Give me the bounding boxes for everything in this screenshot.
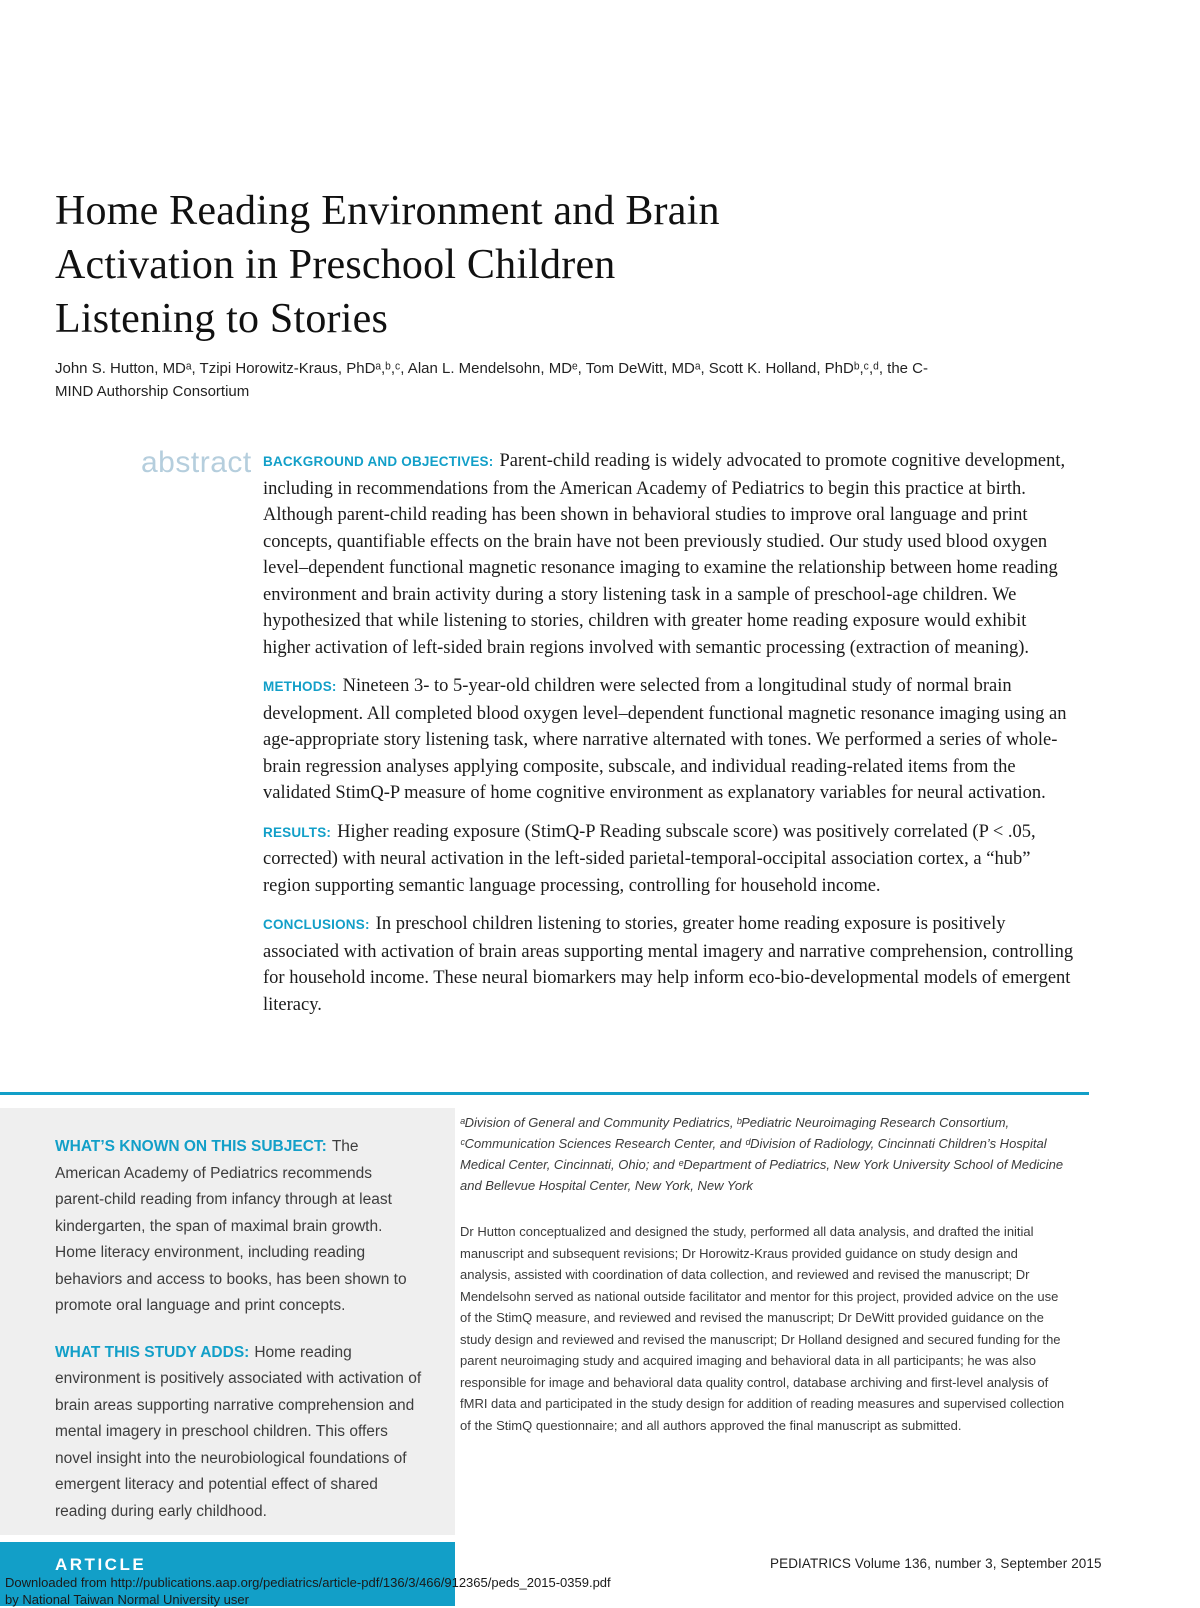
study-adds-paragraph [55, 1340, 425, 1526]
whats-known-heading: WHAT’S KNOWN ON THIS SUBJECT: [55, 1138, 327, 1155]
whats-known-paragraph [55, 1134, 425, 1320]
study-adds-text: Home reading environment is positively associated with activation of brain areas supporting narrative comprehension and mental imagery in preschool children. This offers novel insight into the neurobiological foundations of emergent literacy and potential effect of shared reading during early childhood. [55, 1343, 422, 1520]
methods-section-label: METHODS: [263, 679, 337, 694]
methods-section-text: Nineteen 3- to 5-year-old children were selected from a longitudinal study of normal brain development. All completed blood oxygen level–dependent functional magnetic resonance imaging using an age-appropriate story listening task, where narrative alternated with tones. We performed a series of whole-brain regression analyses applying composite, subscale, and individual reading-related items from the validated StimQ-P measure of home cognitive environment as explanatory variables for neural activation. [263, 676, 1067, 803]
journal-citation: PEDIATRICS Volume 136, number 3, September 2015 [770, 1556, 1102, 1571]
abstract-paragraph-results [263, 819, 1075, 900]
author-byline: John S. Hutton, MDᵃ, Tzipi Horowitz-Kraus, PhDᵃ,ᵇ,ᶜ, Alan L. Mendelsohn, MDᵉ, Tom DeWitt, MDᵃ, Scott K. Holland, PhDᵇ,ᶜ,ᵈ, the C-MIND Authorship Consortium [55, 360, 929, 400]
affiliations-text: ᵃDivision of General and Community Pediatrics, ᵇPediatric Neuroimaging Research Consortium, ᶜCommunication Sciences Research Center, and ᵈDivision of Radiology, Cincinnati Children’s Hospital Medical Center, Cincinnati, Ohio; and ᵉDepartment of Pediatrics, New York University School of Medicine and Bellevue Hospital Center, New York, New York [460, 1115, 1064, 1193]
abstract-paragraph-conclusions [263, 911, 1075, 1018]
background-section-text: Parent-child reading is widely advocated to promote cognitive development, including in recommendations from the American Academy of Pediatrics to begin this practice at birth. Although parent-child reading has been shown in behavioral studies to improve oral language and print concepts, quantifiable effects on the brain have not been previously studied. Our study used blood oxygen level–dependent functional magnetic resonance imaging to examine the relationship between home reading environment and brain activity during a story listening task in a sample of preschool-age children. We hypothesized that while listening to stories, children with greater home reading exposure would exhibit higher activation of left-sided brain regions involved with semantic processing (extraction of meaning). [263, 451, 1066, 658]
conclusions-section-text: In preschool children listening to stories, greater home reading exposure is positively associated with activation of brain areas supporting mental imagery and narrative comprehension, controlling for household income. These neural biomarkers may help inform eco-bio-developmental models of emergent literacy. [263, 914, 1074, 1015]
title-line-3: Listening to Stories [55, 296, 388, 342]
author-contributions-text: Dr Hutton conceptualized and designed the study, performed all data analysis, and drafted the initial manuscript and subsequent revisions; Dr Horowitz-Kraus provided guidance on study design and analysis, assisted with coordination of data collection, and reviewed and revised the manuscript; Dr Mendelsohn served as national outside facilitator and mentor for this project, provided advice on the use of the StimQ measure, and reviewed and revised the manuscript; Dr DeWitt provided guidance on the study design and reviewed and revised the manuscript; Dr Holland designed and secured funding for the parent neuroimaging study and acquired imaging and behavioral data in all participants; he was also responsible for image and behavioral data quality control, database archiving and first-level analysis of fMRI data and participated in the study design for addition of reading measures and supervised collection of the StimQ questionnaire; and all authors approved the final manuscript as submitted. [460, 1224, 1065, 1433]
download-note-line1: Downloaded from http://publications.aap.org/pediatrics/article-pdf/136/3/466/912365/peds_2015-0359.pdf [5, 1575, 611, 1590]
whats-known-box [0, 1108, 455, 1535]
article-type-label: ARTICLE [55, 1555, 147, 1574]
abstract-paragraph-background [263, 448, 1075, 661]
title-line-2: Activation in Preschool Children [55, 242, 616, 288]
conclusions-section-label: CONCLUSIONS: [263, 917, 370, 932]
footnote-column [460, 1112, 1068, 1436]
whats-known-text: The American Academy of Pediatrics recommends parent-child reading from infancy through at least kindergarten, the span of maximal brain growth. Home literacy environment, including reading behaviors and access to books, has been shown to promote oral language and print concepts. [55, 1138, 407, 1314]
results-section-label: RESULTS: [263, 824, 332, 840]
background-section-label: BACKGROUND AND OBJECTIVES: [263, 454, 494, 469]
download-note-line2: by National Taiwan Normal University user [5, 1592, 249, 1607]
results-section-text: Higher reading exposure (StimQ-P Reading subscale score) was positively correlated (P < .05, corrected) with neural activation in the left-sided parietal-temporal-occipital association cortex, a “hub” region supporting semantic language processing, controlling for household income. [263, 821, 1036, 896]
divider-rule [0, 1092, 1089, 1095]
download-note [5, 1574, 611, 1608]
study-adds-heading: WHAT THIS STUDY ADDS: [55, 1343, 250, 1361]
title-line-1: Home Reading Environment and Brain [55, 188, 720, 234]
abstract-body [263, 448, 1075, 1030]
abstract-paragraph-methods [263, 673, 1075, 807]
abstract-label: abstract [141, 446, 252, 479]
page-title [55, 184, 955, 346]
